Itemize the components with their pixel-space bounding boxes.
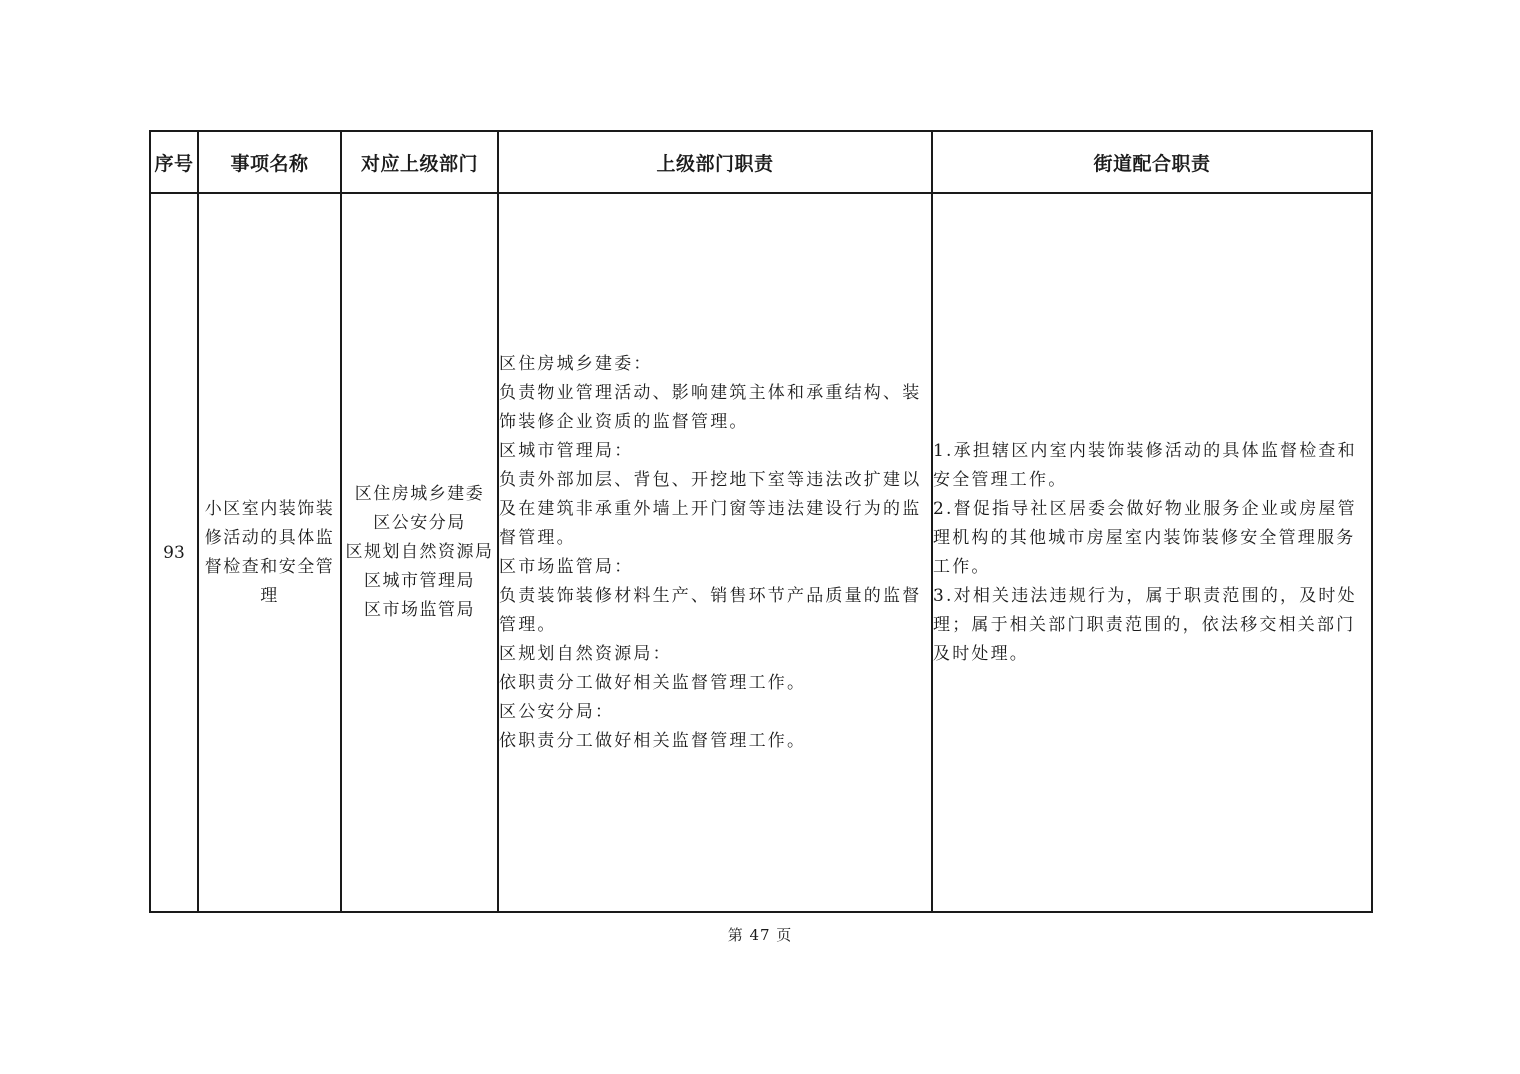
header-name: 事项名称 bbox=[198, 131, 341, 193]
department-item: 区城市管理局 bbox=[364, 571, 475, 591]
duty-dept: 区城市管理局： bbox=[499, 440, 634, 461]
header-duty: 上级部门职责 bbox=[498, 131, 932, 193]
duty-item bbox=[499, 698, 931, 756]
row-cooperation-cell bbox=[932, 193, 1372, 912]
cooperation-item: 3.对相关违法违规行为，属于职责范围的，及时处理；属于相关部门职责范围的，依法移交相关部门及时处理。 bbox=[933, 585, 1357, 664]
duty-dept: 区市场监管局： bbox=[499, 556, 634, 577]
row-name-cell bbox=[198, 193, 341, 912]
cooperation-item: 2.督促指导社区居委会做好物业服务企业或房屋管理机构的其他城市房屋室内装饰装修安全管理服务工作。 bbox=[933, 498, 1357, 577]
duty-table bbox=[149, 130, 1373, 913]
row-name: 小区室内装饰装修活动的具体监督检查和安全管理 bbox=[204, 498, 335, 606]
duty-item bbox=[499, 437, 931, 553]
duty-text: 负责物业管理活动、影响建筑主体和承重结构、装饰装修企业资质的监督管理。 bbox=[499, 382, 922, 432]
duty-item bbox=[499, 640, 931, 698]
duty-item bbox=[499, 350, 931, 437]
header-seq: 序号 bbox=[150, 131, 198, 193]
duty-text: 负责装饰装修材料生产、销售环节产品质量的监督管理。 bbox=[499, 585, 922, 635]
duty-dept: 区规划自然资源局： bbox=[499, 643, 672, 664]
header-coop: 街道配合职责 bbox=[932, 131, 1372, 193]
row-departments-cell bbox=[341, 193, 498, 912]
department-item: 区规划自然资源局 bbox=[345, 542, 494, 562]
duty-dept: 区住房城乡建委： bbox=[499, 353, 653, 374]
duty-dept: 区公安分局： bbox=[499, 701, 615, 722]
duty-text: 依职责分工做好相关监督管理工作。 bbox=[499, 730, 807, 751]
duty-text: 依职责分工做好相关监督管理工作。 bbox=[499, 672, 807, 693]
duty-item bbox=[499, 553, 931, 640]
department-item: 区公安分局 bbox=[373, 513, 466, 533]
table-row bbox=[150, 193, 1372, 912]
header-dept: 对应上级部门 bbox=[341, 131, 498, 193]
duty-text: 负责外部加层、背包、开挖地下室等违法改扩建以及在建筑非承重外墙上开门窗等违法建设行为的监督管理。 bbox=[499, 469, 922, 548]
department-item: 区住房城乡建委 bbox=[354, 484, 485, 504]
cooperation-item: 1.承担辖区内室内装饰装修活动的具体监督检查和安全管理工作。 bbox=[933, 440, 1357, 490]
department-item: 区市场监管局 bbox=[364, 600, 475, 620]
row-duties-cell bbox=[498, 193, 932, 912]
row-seq: 93 bbox=[150, 193, 198, 912]
page-number: 第 47 页 bbox=[727, 926, 793, 944]
header-row bbox=[150, 131, 1372, 193]
